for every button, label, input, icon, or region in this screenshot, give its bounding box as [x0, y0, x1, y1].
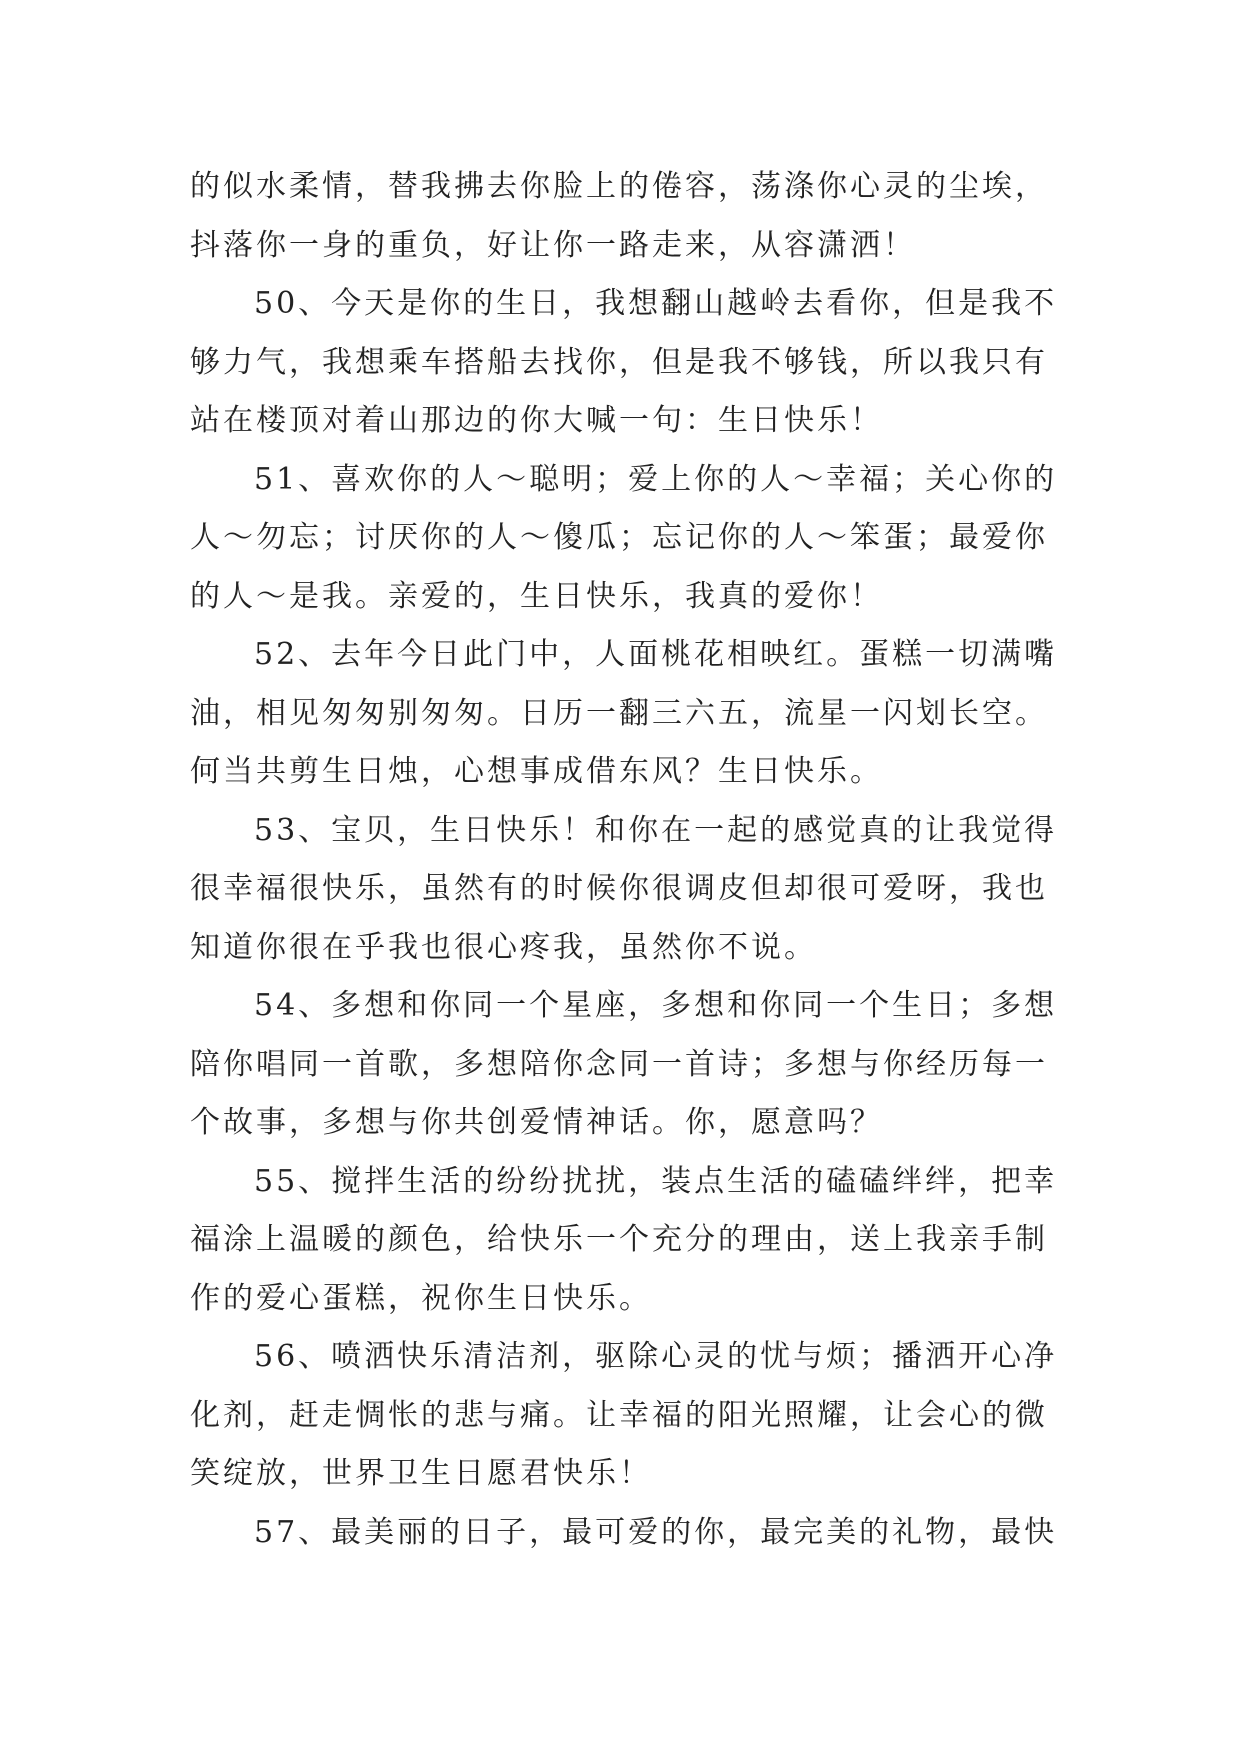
- text-line: 人～勿忘；讨厌你的人～傻瓜；忘记你的人～笨蛋；最爱你: [190, 520, 1048, 555]
- text-line: 很幸福很快乐，虽然有的时候你很调皮但却很可爱呀，我也: [190, 871, 1048, 906]
- text-line: 笑绽放，世界卫生日愿君快乐！: [190, 1456, 652, 1491]
- text-line: 陪你唱同一首歌，多想陪你念同一首诗；多想与你经历每一: [190, 1046, 1048, 1082]
- text-line: 化剂，赶走惆怅的悲与痛。让幸福的阳光照耀，让会心的微: [190, 1397, 1048, 1433]
- paragraph-first-line: 56、喷洒快乐清洁剂，驱除心灵的忧与烦；播洒开心净: [254, 1339, 1058, 1374]
- paragraph-first-line: 54、多想和你同一个星座，多想和你同一个生日；多想: [254, 988, 1058, 1023]
- paragraph-first-line: 57、最美丽的日子，最可爱的你，最完美的礼物，最快: [254, 1514, 1058, 1550]
- paragraph-first-line: 55、搅拌生活的纷纷扰扰，装点生活的磕磕绊绊，把幸: [254, 1163, 1058, 1199]
- text-line: 的人～是我。亲爱的，生日快乐，我真的爱你！: [190, 578, 883, 614]
- text-line: 站在楼顶对着山那边的你大喊一句：生日快乐！: [190, 403, 883, 438]
- text-line: 个故事，多想与你共创爱情神话。你，愿意吗？: [190, 1105, 883, 1140]
- text-line: 抖落你一身的重负，好让你一路走来，从容潇洒！: [190, 227, 916, 263]
- text-line: 够力气，我想乘车搭船去找你，但是我不够钱，所以我只有: [190, 344, 1048, 380]
- paragraph-first-line: 50、今天是你的生日，我想翻山越岭去看你，但是我不: [254, 286, 1058, 321]
- text-line: 的似水柔情，替我拂去你脸上的倦容，荡涤你心灵的尘埃，: [190, 169, 1048, 204]
- text-line: 何当共剪生日烛，心想事成借东风？生日快乐。: [190, 754, 883, 789]
- body-text: [190, 158, 1070, 1562]
- text-line: 油，相见匆匆别匆匆。日历一翻三六五，流星一闪划长空。: [190, 695, 1048, 731]
- text-line: 知道你很在乎我也很心疼我，虽然你不说。: [190, 929, 817, 965]
- paragraph-first-line: 53、宝贝，生日快乐！和你在一起的感觉真的让我觉得: [254, 812, 1058, 848]
- paragraph-first-line: 52、去年今日此门中，人面桃花相映红。蛋糕一切满嘴: [254, 637, 1058, 672]
- paragraph-first-line: 51、喜欢你的人～聪明；爱上你的人～幸福；关心你的: [254, 461, 1058, 497]
- text-line: 作的爱心蛋糕，祝你生日快乐。: [190, 1280, 652, 1316]
- text-line: 福涂上温暖的颜色，给快乐一个充分的理由，送上我亲手制: [190, 1222, 1048, 1257]
